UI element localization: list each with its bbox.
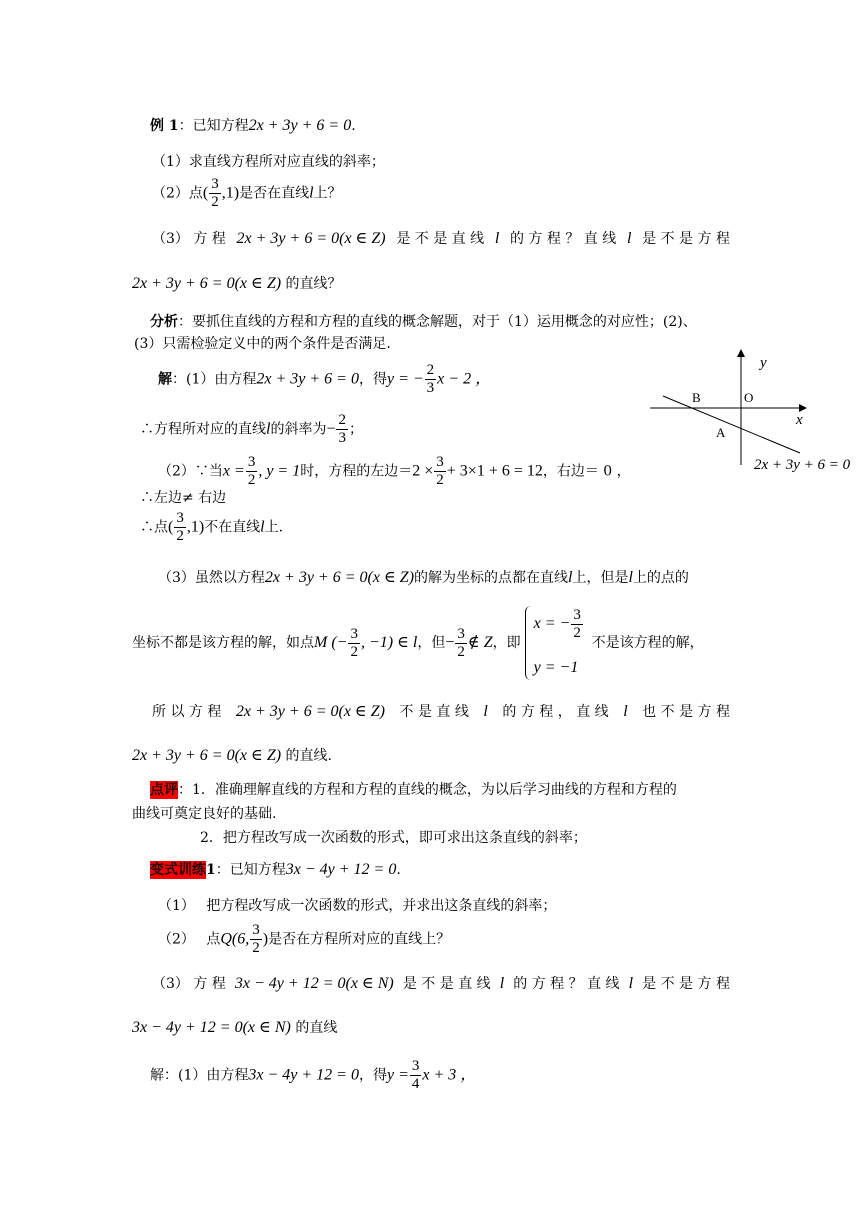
vsol-prefix: 解：(1）由方程: [150, 1067, 249, 1084]
point-m-end: , −1) ∈ l: [360, 634, 418, 651]
solution-step-1: [158, 362, 491, 397]
not-in-z: ∉ Z: [467, 634, 493, 651]
solution-step-6: [158, 568, 689, 588]
vq3-end: 是 不 是 方 程: [642, 976, 730, 992]
solution-step-2: ∴方程所对应的直线l的斜率为− $\frac{2}{3}$ ；: [140, 412, 363, 446]
q3-text-a: 是 不 是 直 线: [396, 231, 485, 247]
s5-text: 不在直线: [204, 519, 261, 536]
s2-prefix: ∴方程所对应的直线: [140, 421, 266, 438]
s3-calc-b: + 3×1 + 6 = 12: [446, 462, 543, 480]
fraction: [336, 412, 348, 447]
line-l: l: [483, 703, 488, 720]
s7-end: 不是该方程的解，: [591, 635, 704, 651]
comment-line-2: 曲线可奠定良好的基础.: [132, 806, 277, 822]
solution-step-4: ∴左边≠ 右边: [140, 490, 227, 506]
s8-end: 也 不 是 方 程: [642, 704, 730, 720]
s3-end: ，右边＝ 0 ，: [542, 463, 631, 480]
q3-equation: 2x + 3y + 6 = 0(x ∈ Z): [132, 275, 282, 292]
analysis-text: ：要抓住直线的方程和方程的直线的概念解题，对于（1）运用概念的对应性；(2)、: [178, 314, 697, 330]
equation: 2x + 3y + 6 = 0(x ∈ Z): [264, 569, 415, 586]
numerator: 3: [211, 176, 219, 192]
variant-statement: 变式训练1：已知方程3x − 4y + 12 = 0.: [150, 861, 401, 878]
example-1-statement: 例 1：已知方程2x + 3y + 6 = 0.: [150, 117, 356, 134]
s1-rest: x − 2 ，: [437, 370, 492, 388]
vq3-prefix: （3） 方 程: [152, 976, 226, 992]
line-l: l: [499, 975, 505, 992]
denominator: 2: [252, 940, 260, 956]
s8-mid2: 的 方 程 ， 直 线: [502, 704, 609, 720]
variant-question-2: （2） 点Q(6, $\frac{3}{2}$ )是否在方程所对应的直线上？: [158, 922, 451, 956]
s5-prefix: ∴点: [140, 519, 168, 536]
s1-prefix: ：(1）由方程: [172, 371, 257, 388]
graph-line: [663, 396, 800, 453]
s3-x: x =: [222, 462, 245, 480]
s3-prefix: （2）∵当: [158, 463, 223, 480]
question-3-line-1: [152, 229, 730, 249]
s6-end: 上的点的: [632, 570, 689, 586]
point-a-label: A: [716, 425, 726, 440]
s5-end: 上.: [264, 519, 284, 536]
origin-label: O: [744, 390, 754, 405]
line-l: l: [309, 184, 314, 202]
s6-prefix: （3）虽然以方程: [158, 570, 265, 586]
vq3-equation: 3x − 4y + 12 = 0(x ∈ N): [132, 1019, 291, 1036]
numerator: 2: [338, 412, 346, 428]
numerator: 3: [457, 625, 465, 642]
fraction: [348, 626, 360, 661]
q3-end: 的直线？: [285, 276, 342, 292]
line-l: l: [623, 703, 628, 720]
vq3-equation: 3x − 4y + 12 = 0(x ∈ N): [234, 975, 394, 992]
numerator: 3: [252, 922, 260, 938]
line-graph: [650, 345, 860, 475]
s1-y: y = −: [386, 370, 424, 388]
vq3-line2-end: 的直线: [295, 1020, 338, 1036]
s2-end: ；: [348, 421, 363, 438]
fraction: [571, 607, 583, 642]
variant-question-3-line-1: [152, 974, 730, 994]
solution-step-7: 坐标不都是该方程的解，如点M (− $\frac{3}{2}$ , −1) ∈ l，但− $\frac{3}{2}$ ∉ Z，即 x = − $\frac{3}{2}$ y = −1 不是该方程的解，: [132, 606, 704, 680]
s9-end: 的直线.: [285, 748, 332, 764]
analysis-label: 分析: [150, 314, 178, 330]
denominator: 2: [350, 643, 358, 660]
q3-equation: 2x + 3y + 6 = 0(x ∈ Z): [236, 230, 386, 247]
question-1: （1）求直线方程所对应直线的斜率；: [152, 154, 385, 170]
fraction: [209, 176, 221, 211]
numerator: 3: [176, 510, 184, 526]
analysis-line-2: (3）只需检验定义中的两个条件是否满足.: [134, 336, 391, 352]
s3-y: , y = 1: [258, 462, 301, 480]
example-label: 例 1: [150, 118, 179, 134]
s2-mid: 的斜率为: [270, 421, 327, 438]
example-intro: ：已知方程: [178, 118, 249, 134]
denominator: 2: [457, 643, 465, 660]
comment-text: ：1．准确理解直线的方程和方程的直线的概念，为以后学习曲线的方程和方程的: [178, 782, 677, 798]
solution-step-3: [158, 454, 631, 489]
s6-mid2: 上，但是: [572, 570, 629, 586]
brace-y: y = −1: [533, 659, 579, 676]
vsol-rest: x + 3 ，: [422, 1066, 477, 1084]
line-l: l: [628, 569, 633, 586]
example-equation: 2x + 3y + 6 = 0: [248, 117, 352, 134]
fraction: [434, 454, 446, 489]
vsol-y: y =: [386, 1066, 409, 1084]
variant-solution: [150, 1058, 476, 1093]
q3-text-c: 是 不 是 方 程: [642, 231, 730, 247]
solution-step-8: [152, 702, 730, 722]
vq2-text: 是否在方程所对应的直线上？: [268, 931, 451, 948]
denominator: 3: [426, 380, 435, 396]
vq3-mid2: 的 方 程 ？ 直 线: [513, 976, 620, 992]
numerator: 2: [426, 362, 435, 378]
fraction: [246, 454, 258, 489]
line-l: l: [260, 518, 265, 536]
q3-prefix: （3） 方 程: [152, 231, 226, 247]
denominator: 2: [247, 472, 256, 488]
s7-prefix: 坐标不都是该方程的解，如点: [132, 635, 314, 651]
denominator: 4: [411, 1076, 420, 1092]
comment-line-1: [150, 780, 677, 800]
solution-step-5: ∴点( $\frac{3}{2}$ ,1)不在直线l上.: [140, 510, 284, 544]
fraction: [455, 626, 467, 661]
analysis-line-1: [150, 312, 697, 332]
variant-question-3-line-2: [132, 1018, 337, 1038]
numerator: 3: [350, 625, 358, 642]
s8-prefix: 所 以 方 程: [152, 704, 222, 720]
fraction: [425, 362, 437, 397]
variant-number: 1: [206, 862, 216, 878]
vq2-prefix: （2） 点: [158, 931, 221, 948]
q2-text: 是否在直线: [239, 185, 310, 202]
equation: 2x + 3y + 6 = 0: [256, 370, 359, 388]
denominator: 2: [573, 624, 581, 641]
question-3-line-2: [132, 274, 342, 294]
s3-calc-a: 2 ×: [412, 462, 434, 480]
s6-mid: 的解为坐标的点都在直线: [414, 570, 569, 586]
s1-mid: ，得: [358, 371, 387, 388]
brace-x: x = −: [533, 615, 571, 632]
line-l: l: [568, 569, 573, 586]
point-m: M (−: [314, 634, 348, 651]
denominator: 2: [176, 528, 184, 544]
variant-question-1: （1） 把方程改写成一次函数的形式，并求出这条直线的斜率；: [158, 898, 557, 914]
numerator: 3: [247, 454, 256, 470]
numerator: 3: [436, 454, 444, 470]
s7-mid: ，但: [417, 635, 446, 651]
q3-text-b: 的 方 程 ？ 直 线: [509, 231, 617, 247]
line-l: l: [494, 230, 500, 247]
solution-label: 解: [158, 371, 172, 388]
line-l: l: [628, 975, 634, 992]
vsol-mid: ，得: [358, 1067, 387, 1084]
equation: 2x + 3y + 6 = 0(x ∈ Z): [132, 747, 282, 764]
equation: 2x + 3y + 6 = 0(x ∈ Z): [235, 703, 385, 720]
x-axis-label: x: [796, 412, 803, 428]
denominator: 3: [338, 430, 346, 446]
point-b-label: B: [692, 390, 701, 405]
system-brace: [525, 606, 581, 680]
s3-mid: 时，方程的左边＝: [300, 463, 413, 480]
variant-equation: 3x − 4y + 12 = 0: [248, 1066, 359, 1084]
solution-step-9: [132, 746, 332, 766]
y-axis-label: y: [760, 355, 767, 371]
fraction: [250, 922, 262, 957]
denominator: 2: [436, 472, 444, 488]
denominator: 2: [211, 194, 219, 210]
q2-end: 上？: [313, 185, 342, 202]
line-l: l: [266, 420, 271, 438]
s7-ji: ，即: [492, 635, 521, 651]
comment-line-3: 2．把方程改写成一次函数的形式，即可求出这条直线的斜率；: [200, 830, 587, 846]
s8-mid: 不 是 直 线: [399, 704, 469, 720]
numerator: 3: [411, 1058, 420, 1074]
variant-intro: ：已知方程: [215, 862, 286, 878]
variant-label: 变式训练: [150, 862, 206, 878]
graph-equation: 2x + 3y + 6 = 0: [754, 457, 851, 473]
q2-prefix: （2）点: [152, 185, 203, 202]
question-2: （2）点( $\frac{3}{2}$ ,1)是否在直线l上？: [152, 176, 342, 210]
line-l: l: [626, 230, 632, 247]
numerator: 3: [573, 606, 581, 623]
vq3-mid: 是 不 是 直 线: [402, 976, 491, 992]
fraction: [410, 1058, 422, 1093]
variant-equation: 3x − 4y + 12 = 0: [285, 861, 397, 878]
point-q: Q(6,: [220, 930, 250, 948]
fraction: [174, 510, 186, 545]
comment-label: 点评: [150, 782, 178, 798]
